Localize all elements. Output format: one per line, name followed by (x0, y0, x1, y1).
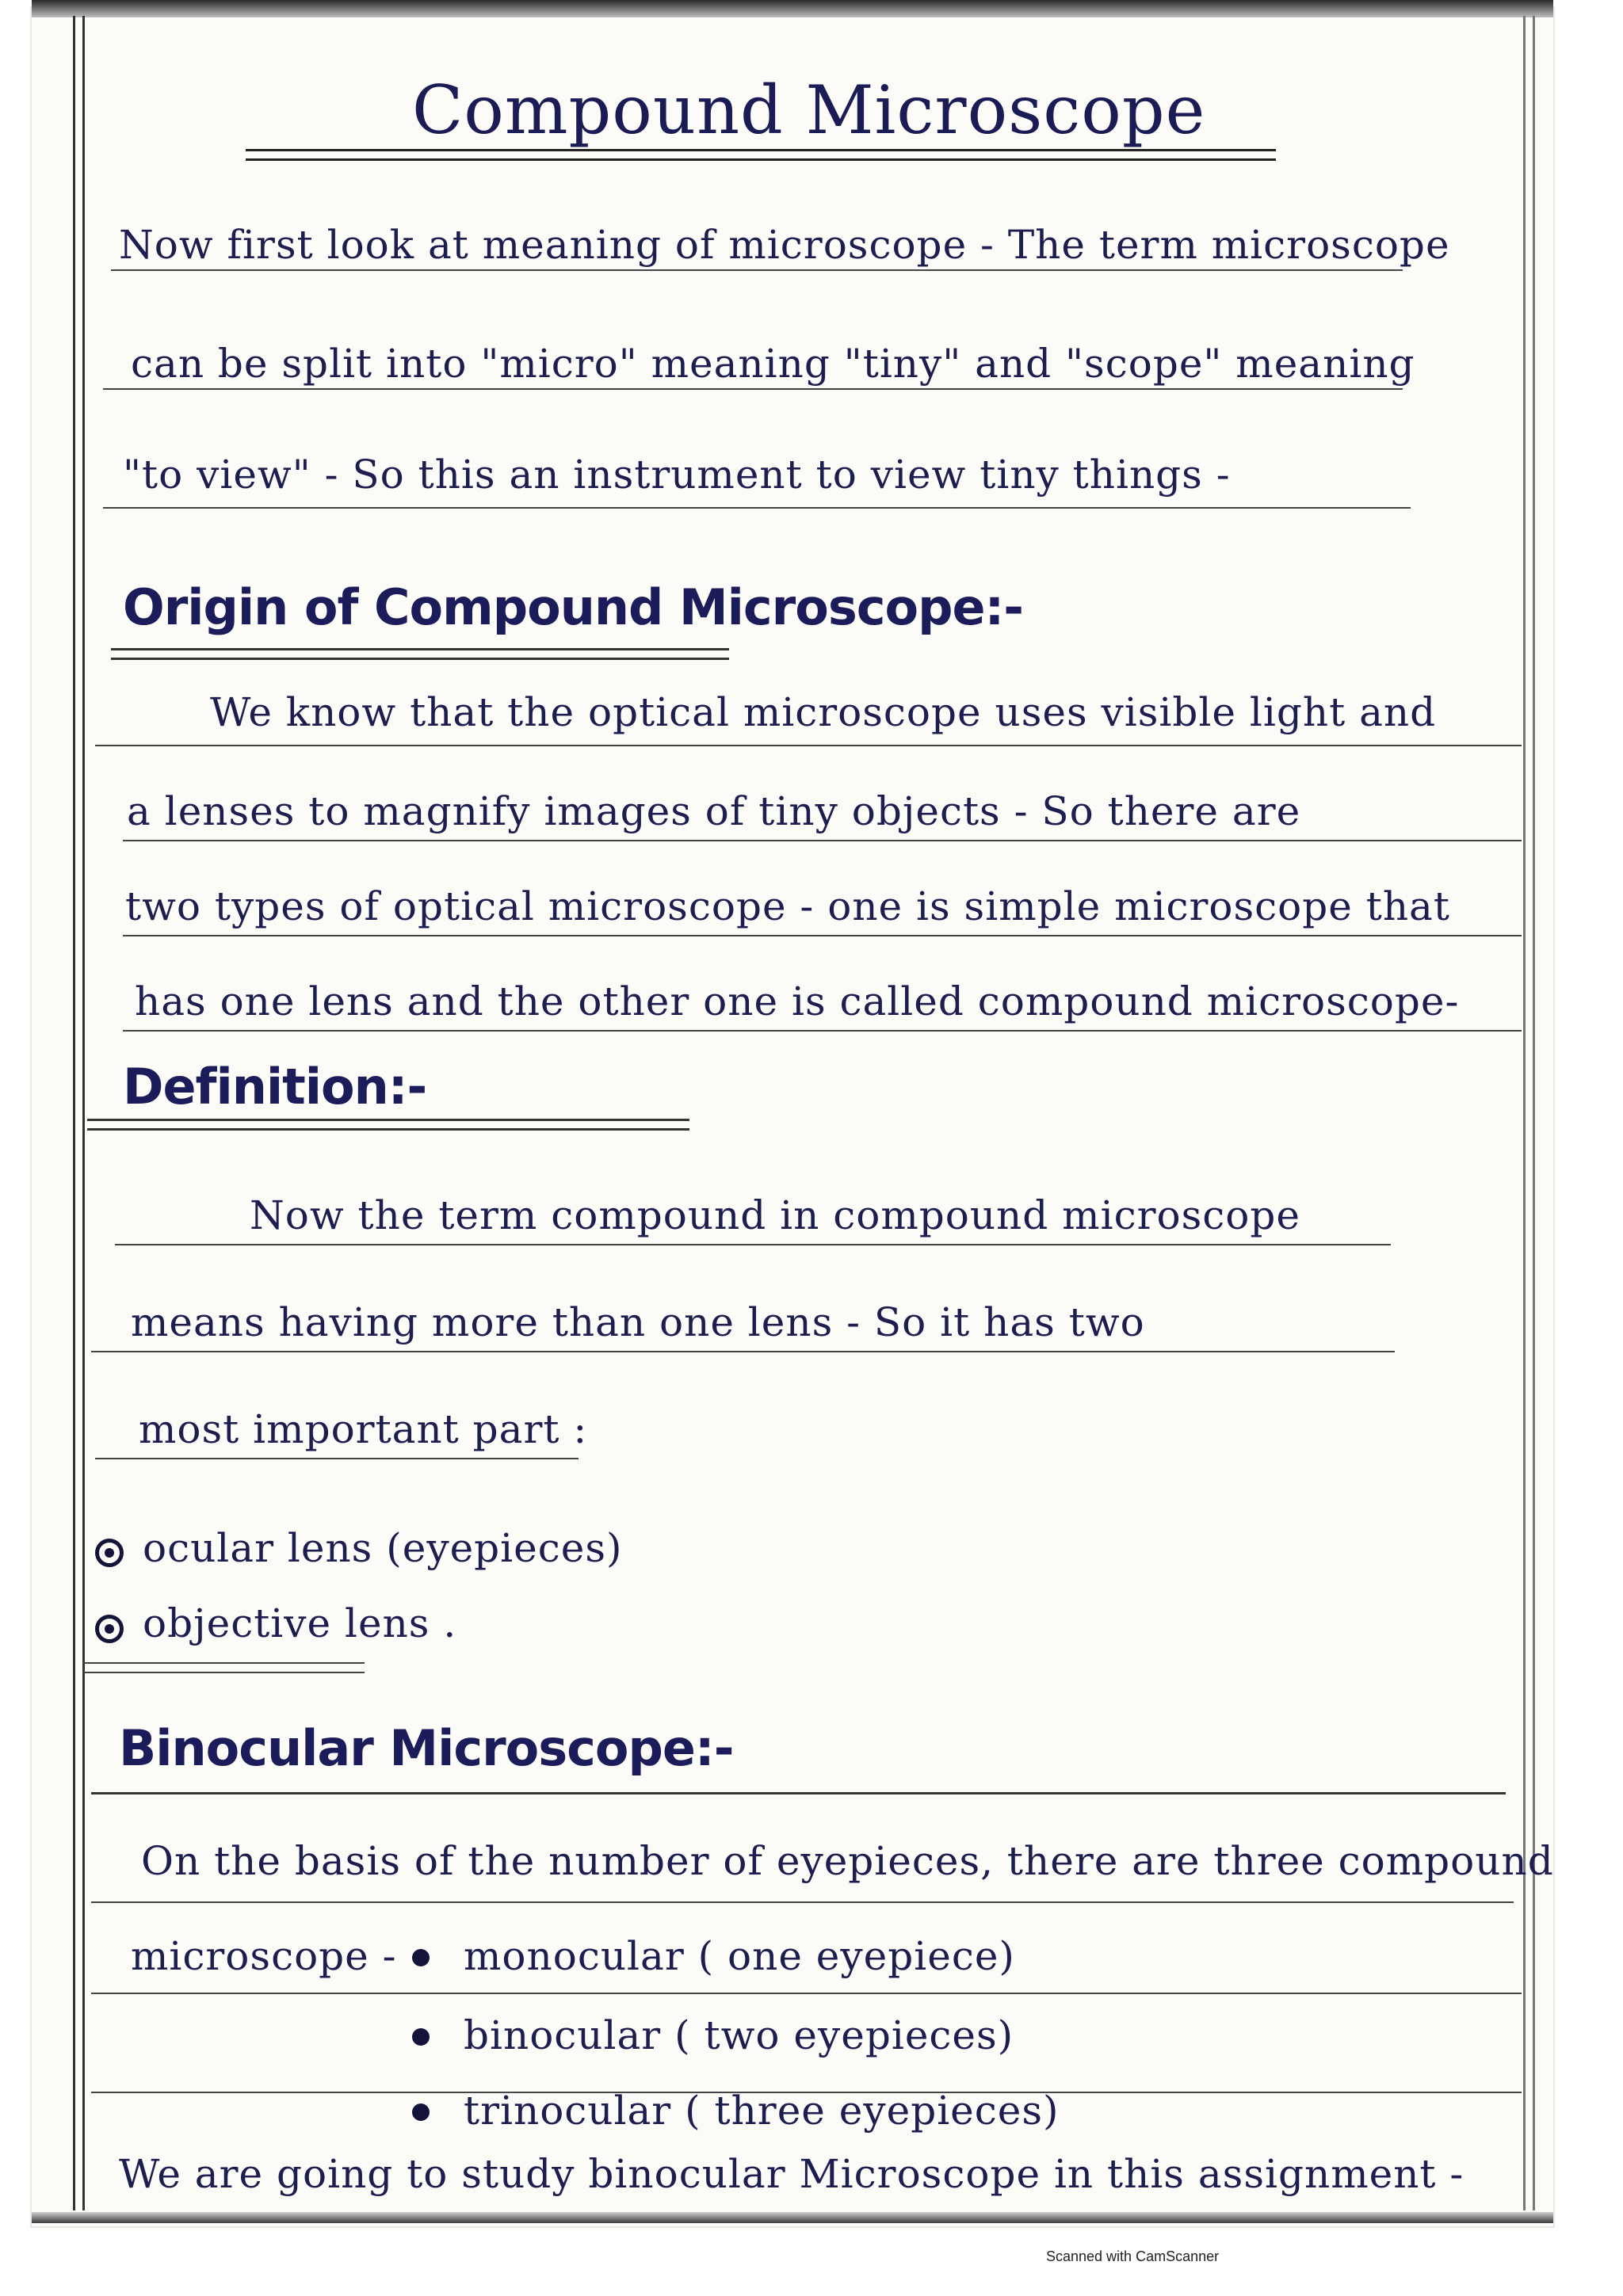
page-top-edge (32, 0, 1553, 17)
origin-heading-underline-2 (111, 658, 729, 660)
page-title: Compound Microscope (412, 71, 1206, 149)
left-margin-line (73, 16, 75, 2210)
origin-heading: Origin of Compound Microscope:- (123, 578, 1024, 636)
ruled-line (91, 1901, 1514, 1903)
ruled-line (103, 507, 1411, 509)
intro-line-1: Now first look at meaning of microscope - The term microscope (119, 222, 1450, 268)
definition-line-3: most important part : (139, 1406, 588, 1452)
definition-line-2: means having more than one lens - So it has two (131, 1299, 1145, 1345)
binocular-line-2-prefix: microscope - (131, 1933, 397, 1979)
part-ocular-lens: ocular lens (eyepieces) (143, 1525, 623, 1571)
binocular-line-1: On the basis of the number of eyepieces, there are three compound (141, 1838, 1554, 1884)
type-trinocular: trinocular ( three eyepieces) (464, 2088, 1060, 2134)
page-bottom-edge (32, 2212, 1553, 2223)
origin-line-3: two types of optical microscope - one is simple microscope that (125, 883, 1450, 929)
binocular-heading-underline (91, 1792, 1506, 1794)
part-objective-lens: objective lens . (143, 1600, 457, 1646)
ruled-line (95, 1458, 579, 1459)
type-monocular: monocular ( one eyepiece) (464, 1933, 1015, 1979)
dot-bullet-icon (412, 1949, 430, 1966)
ruled-line (103, 388, 1403, 390)
ruled-line (123, 840, 1522, 841)
ruled-line (123, 935, 1522, 936)
scanner-watermark: Scanned with CamScanner (1046, 2248, 1220, 2264)
left-margin-line-2 (82, 16, 85, 2210)
intro-line-2: can be split into "micro" meaning "tiny" and "scope" meaning (131, 341, 1415, 387)
dot-bullet-icon (412, 2103, 430, 2121)
ruled-line (83, 1662, 365, 1664)
circle-bullet-icon (95, 1539, 124, 1567)
origin-line-2: a lenses to magnify images of tiny objects - So there are (127, 788, 1301, 834)
origin-line-4: has one lens and the other one is called compound microscope- (135, 978, 1460, 1024)
definition-heading: Definition:- (123, 1058, 427, 1116)
definition-heading-underline (87, 1119, 689, 1121)
type-binocular: binocular ( two eyepieces) (464, 2012, 1014, 2058)
binocular-heading: Binocular Microscope:- (119, 1719, 734, 1777)
ruled-line (123, 1030, 1522, 1032)
dot-bullet-icon (412, 2028, 430, 2046)
title-underline-2 (246, 158, 1276, 161)
ruled-line (95, 745, 1522, 746)
ruled-line (91, 1993, 1522, 1994)
intro-line-3: "to view" - So this an instrument to view tiny things - (123, 452, 1231, 498)
ruled-line (111, 269, 1403, 271)
origin-heading-underline (111, 648, 729, 650)
definition-heading-underline-2 (87, 1128, 689, 1131)
closing-line: We are going to study binocular Microscope in this assignment - (119, 2151, 1465, 2197)
ruled-line (83, 1672, 365, 1673)
ruled-line (115, 1244, 1391, 1245)
ruled-line (91, 1351, 1395, 1352)
origin-line-1: We know that the optical microscope uses visible light and (210, 689, 1437, 735)
title-underline (246, 149, 1276, 151)
definition-line-1: Now the term compound in compound microscope (250, 1192, 1300, 1238)
circle-bullet-icon (95, 1615, 124, 1643)
